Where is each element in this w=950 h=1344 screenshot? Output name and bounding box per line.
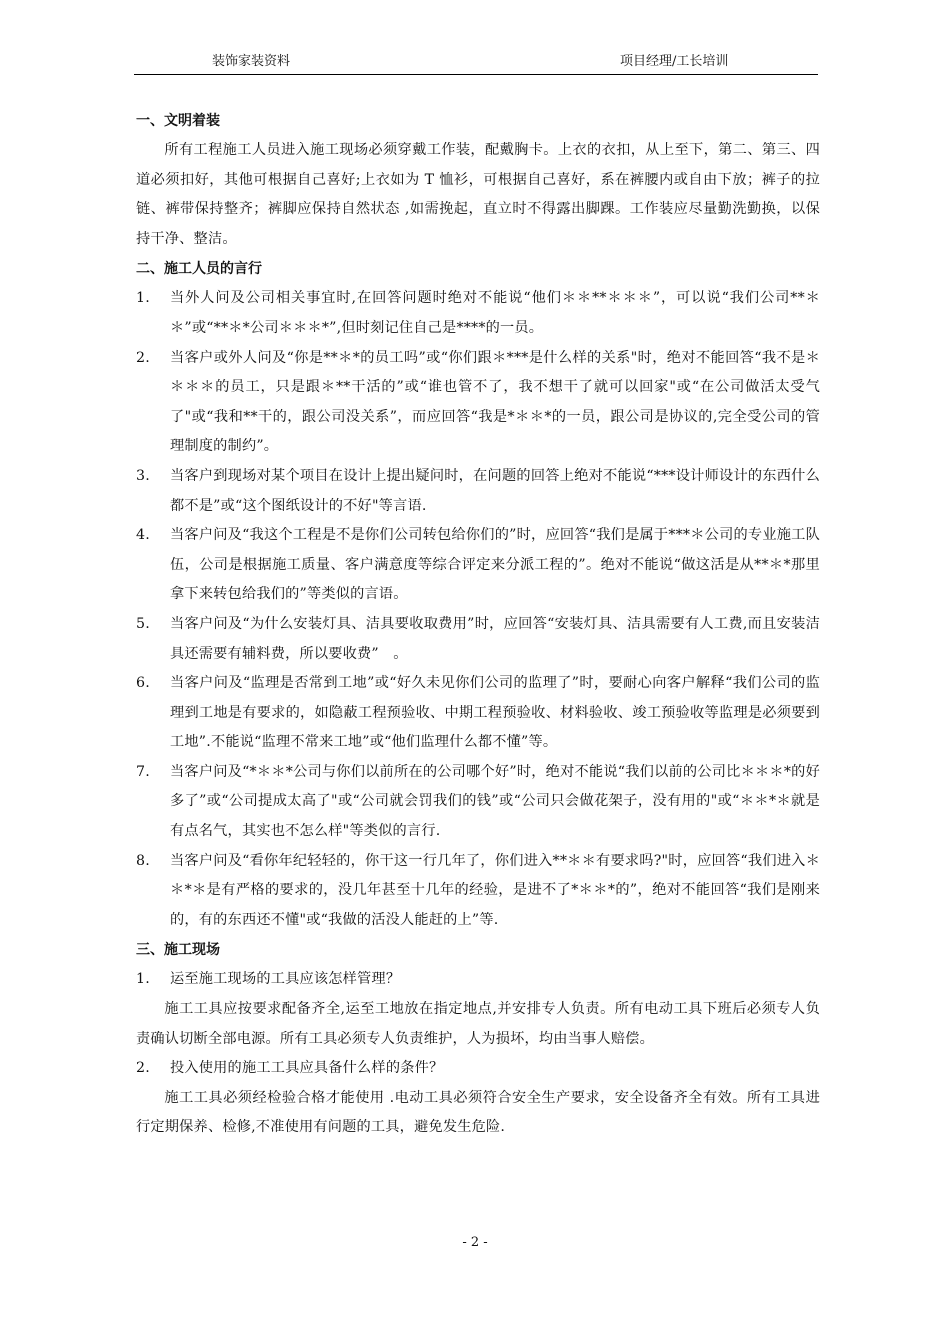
- answer-paragraph: 施工工具必须经检验合格才能使用 .电动工具必须符合安全生产要求，安全设备齐全有效。所有工具进行定期保养、检修,不准使用有问题的工具，避免发生危险.: [136, 1089, 820, 1136]
- list-item-text: 当客户到现场对某个项目在设计上提出疑问时，在问题的回答上绝对不能说“***设计师设计的东西什么都不是”或“这个图纸设计的不好"等言语.: [170, 467, 820, 514]
- question-text: 运至施工现场的工具应该怎样管理？: [170, 971, 401, 988]
- question-number: 2.: [136, 1060, 150, 1077]
- list-item-text: 当客户问及“监理是否常到工地”或“好久未见你们公司的监理了”时，要耐心向客户解释“我们公司的监理到工地是有要求的，如隐蔽工程预验收、中期工程预验收、材料验收、竣工预验收等监理是必须要到工地”.不能说“监理不常来工地”或“他们监理什么都不懂”等。: [170, 675, 820, 751]
- question-item: [136, 1054, 820, 1084]
- list-item-text: 当客户问及“为什么安装灯具、洁具要收取费用”时，应回答“安装灯具、洁具需要有人工费,而且安装洁具还需要有辅料费，所以要收费” 。: [170, 615, 820, 662]
- list-item: [136, 669, 820, 758]
- list-item-text: 当客户问及“看你年纪轻轻的，你干这一行几年了，你们进入**＊＊有要求吗?"时，应回答“我们进入＊＊*＊是有严格的要求的，没几年甚至十几年的经验，是进不了*＊＊*的”，绝对不能回答“我们是刚来的，有的东西还不懂"或“我做的活没人能赶的上”等.: [170, 852, 820, 928]
- list-item-text: 当客户问及“*＊＊*公司与你们以前所在的公司哪个好”时，绝对不能说“我们以前的公司比＊＊＊*的好多了”或“公司提成太高了"或“公司就会罚我们的钱”或“公司只会做花架子，没有用的"或“＊＊*＊就是有点名气，其实也不怎么样"等类似的言行.: [170, 763, 820, 840]
- question-number: 1.: [136, 971, 150, 988]
- list-item: [136, 610, 820, 669]
- list-item-number: 5.: [136, 615, 150, 632]
- list-item: [136, 758, 820, 847]
- list-item: [136, 521, 820, 610]
- header-left-title: 装饰家装资料: [212, 54, 291, 69]
- list-item: [136, 462, 820, 521]
- question-item: [136, 965, 820, 995]
- list-item-number: 1.: [136, 290, 150, 307]
- list-item-number: 7.: [136, 763, 150, 780]
- list-item-text: 当客户或外人问及“你是**＊*的员工吗”或“你们跟＊***是什么样的关系"时，绝对不能回答“我不是＊＊＊＊的员工，只是跟＊**干活的”或“谁也管不了，我不想干了就可以回家"或“在公司做活太受气了"或“我和**干的，跟公司没关系”，而应回答“我是*＊＊*的一员，跟公司是协议的,完全受公司的管理制度的制约”。: [170, 349, 820, 455]
- list-item-number: 8.: [136, 852, 150, 869]
- header-right-title: 项目经理/工长培训: [620, 54, 729, 69]
- list-item-number: 6.: [136, 675, 150, 692]
- list-item-text: 当客户问及“我这个工程是不是你们公司转包给你们的”时，应回答“我们是属于***＊公司的专业施工队伍，公司是根据施工质量、客户满意度等综合评定来分派工程的”。绝对不能说“做这活是从**＊*那里拿下来转包给我们的”等类似的言语。: [170, 527, 820, 603]
- question-text: 投入使用的施工工具应具备什么样的条件？: [170, 1060, 444, 1077]
- list-item-number: 4.: [136, 527, 150, 544]
- page-number: - 2 -: [462, 1235, 488, 1250]
- page-header: [134, 54, 818, 75]
- list-item-text: 当外人问及公司相关事宜时,在回答问题时绝对不能说“他们＊＊**＊＊＊”，可以说“我们公司**＊＊”或“**＊*公司＊＊＊*”,但时刻记住自己是****的一员。: [170, 290, 820, 336]
- list-item-number: 3.: [136, 467, 150, 484]
- document-body: [136, 106, 820, 1143]
- section-title-dress: 一、文明着装: [136, 113, 220, 129]
- list-item: [136, 344, 820, 462]
- answer-paragraph: 施工工具应按要求配备齐全,运至工地放在指定地点,并安排专人负责。所有电动工具下班后必须专人负责确认切断全部电源。所有工具必须专人负责维护，人为损坏，均由当事人赔偿。: [136, 1001, 820, 1047]
- section-paragraph-dress: 所有工程施工人员进入施工现场必须穿戴工作装，配戴胸卡。上衣的衣扣，从上至下，第二、第三、四道必须扣好，其他可根据自己喜好;上衣如为 T 恤衫，可根据自己喜好，系在裤腰内或自由下放；裤子的拉链、裤带保持整齐；裤脚应保持自然状态 ,如需挽起，直立时不得露出脚踝。工作装应尽量勤洗勤换，以保持干净、整洁。: [136, 142, 820, 247]
- list-item: [136, 847, 820, 936]
- section-title-conduct: 二、施工人员的言行: [136, 261, 262, 278]
- list-item: [136, 284, 820, 343]
- section-title-site: 三、施工现场: [136, 942, 220, 959]
- list-item-number: 2.: [136, 349, 150, 366]
